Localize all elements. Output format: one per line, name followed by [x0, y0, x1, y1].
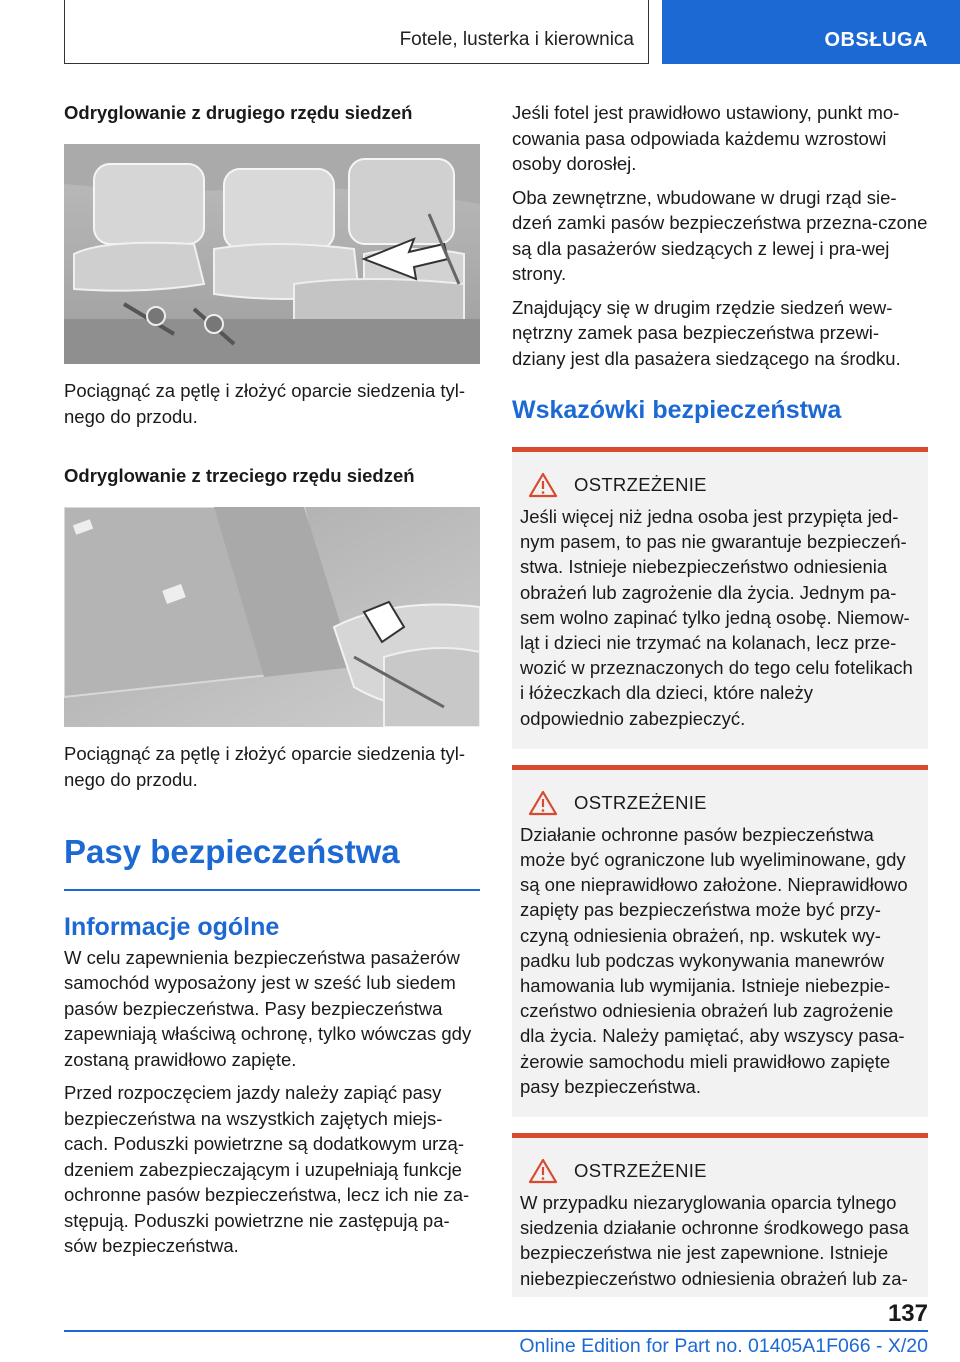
paragraph-anchor-point: Jeśli fotel jest prawidłowo ustawiony, punkt mo-cowania pasa odpowiada każdemu wzrostowi osoby dorosłej. — [512, 102, 900, 174]
left-column — [64, 100, 480, 1259]
caption-third-row: Pociągnąć za pętlę i złożyć oparcie siedzenia tyl-nego do przodu. — [64, 743, 466, 790]
warning-box — [512, 765, 928, 1117]
paragraph-general-2: Przed rozpoczęciem jazdy należy zapiąć pasy bezpieczeństwa na wszystkich zajętych miejs-cach. Poduszki powietrzne są dodatkowym urzą-dzeniem zabezpieczającym i uzupełniają funkcje ochronne pasów bezpieczeństwa, lecz ich nie za-stępują. Poduszki powietrzne nie zastępują pa-sów bezpieczeństwa. — [64, 1082, 470, 1256]
paragraph-outer-buckles: Oba zewnętrzne, wbudowane w drugi rząd sie-dzeń zamki pasów bezpieczeństwa przezna-czone są dla pasażerów siedzących z lewej i pra-wej strony. — [512, 186, 928, 284]
heading-third-row-unlock: Odryglowanie z trzeciego rzędu siedzeń — [64, 465, 415, 486]
illustration-second-row-seats — [64, 144, 480, 364]
heading-safety-notes: Wskazówki bezpieczeństwa — [512, 396, 842, 424]
warning-triangle-icon — [528, 790, 558, 816]
warning-triangle-icon — [528, 472, 558, 498]
subsection-title-general: Informacje ogólne — [64, 912, 280, 941]
right-column — [512, 100, 928, 1297]
heading-second-row-unlock: Odryglowanie z drugiego rzędu siedzeń — [64, 102, 413, 123]
paragraph-inner-buckle: Znajdujący się w drugim rzędzie siedzeń wew-nętrzny zamek pasa bezpieczeństwa przewi-dziany jest dla pasażera siedzącego na środku. — [512, 296, 901, 369]
warning-text: Jeśli więcej niż jedna osoba jest przypięta jed-nym pasem, to pas nie gwarantuje bezpieczeń-stwa. Istnieje niebezpieczeństwo odniesienia obrażeń lub zagrożenie dla życia. Jednym pa-sem wolno zapinać tylko jedną osobę. Niemow-ląt i dzieci nie trzymać na kolanach, lecz prze-wozić w przeznaczonych do tego celu fotelikach i łóżeczkach dla dzieci, które należy odpowiednio zabezpieczyć. — [520, 506, 913, 729]
warning-text: W przypadku niezaryglowania oparcia tylnego siedzenia działanie ochronne środkowego pasa bezpieczeństwa nie jest zapewnione. Istnieje niebezpieczeństwo odniesienia obrażeń lub za- — [520, 1192, 909, 1289]
header-section-title: Fotele, lusterka i kierownica — [399, 29, 634, 50]
warning-triangle-icon — [528, 1158, 558, 1184]
warning-box — [512, 1133, 928, 1297]
page-number: 137 — [887, 1300, 928, 1327]
header-chapter-tab[interactable] — [662, 0, 960, 64]
warning-header — [520, 472, 920, 498]
paragraph-general-1: W celu zapewnienia bezpieczeństwa pasażerów samochód wyposażony jest w sześć lub siedem pasów bezpieczeństwa. Pasy bezpieczeństwa zapewniają właściwą ochronę, tylko wówczas gdy zostaną prawidłowo zapięte. — [64, 946, 472, 1070]
header-section-box — [64, 0, 649, 64]
warning-title: OSTRZEŻENIE — [574, 791, 707, 813]
caption-second-row: Pociągnąć za pętlę i złożyć oparcie siedzenia tyl-nego do przodu. — [64, 380, 466, 427]
warning-header — [520, 790, 920, 816]
section-title-seatbelts: Pasy bezpieczeństwa — [64, 833, 400, 870]
section-rule — [64, 889, 480, 891]
seat-illustration-2 — [64, 507, 480, 727]
header-chapter-title: OBSŁUGA — [824, 29, 928, 51]
footer-edition-link[interactable]: Online Edition for Part no. 01405A1F066 - X/20 — [519, 1335, 928, 1357]
warning-text: Działanie ochronne pasów bezpieczeństwa może być ograniczone lub wyeliminowane, gdy są one nieprawidłowo założone. Nieprawidłowo zapięty pas bezpieczeństwa może być przy-czyną odniesienia obrażeń, np. wskutek wy-padku lub podczas wykonywania manewrów hamowania lub wymijania. Istnieje niebezpie-czeństwo odniesienia obrażeń lub zagrożenie dla życia. Należy pamiętać, aby wszyscy pasa-żerowie samochodu mieli prawidłowo zapięte pasy bezpieczeństwa. — [520, 823, 908, 1097]
warning-title: OSTRZEŻENIE — [574, 1160, 707, 1182]
warning-title: OSTRZEŻENIE — [574, 474, 707, 495]
illustration-third-row-seats — [64, 507, 480, 727]
footer-rule — [64, 1330, 928, 1332]
warning-box — [512, 447, 928, 749]
warning-header — [520, 1158, 920, 1184]
seat-illustration-1 — [64, 144, 480, 364]
